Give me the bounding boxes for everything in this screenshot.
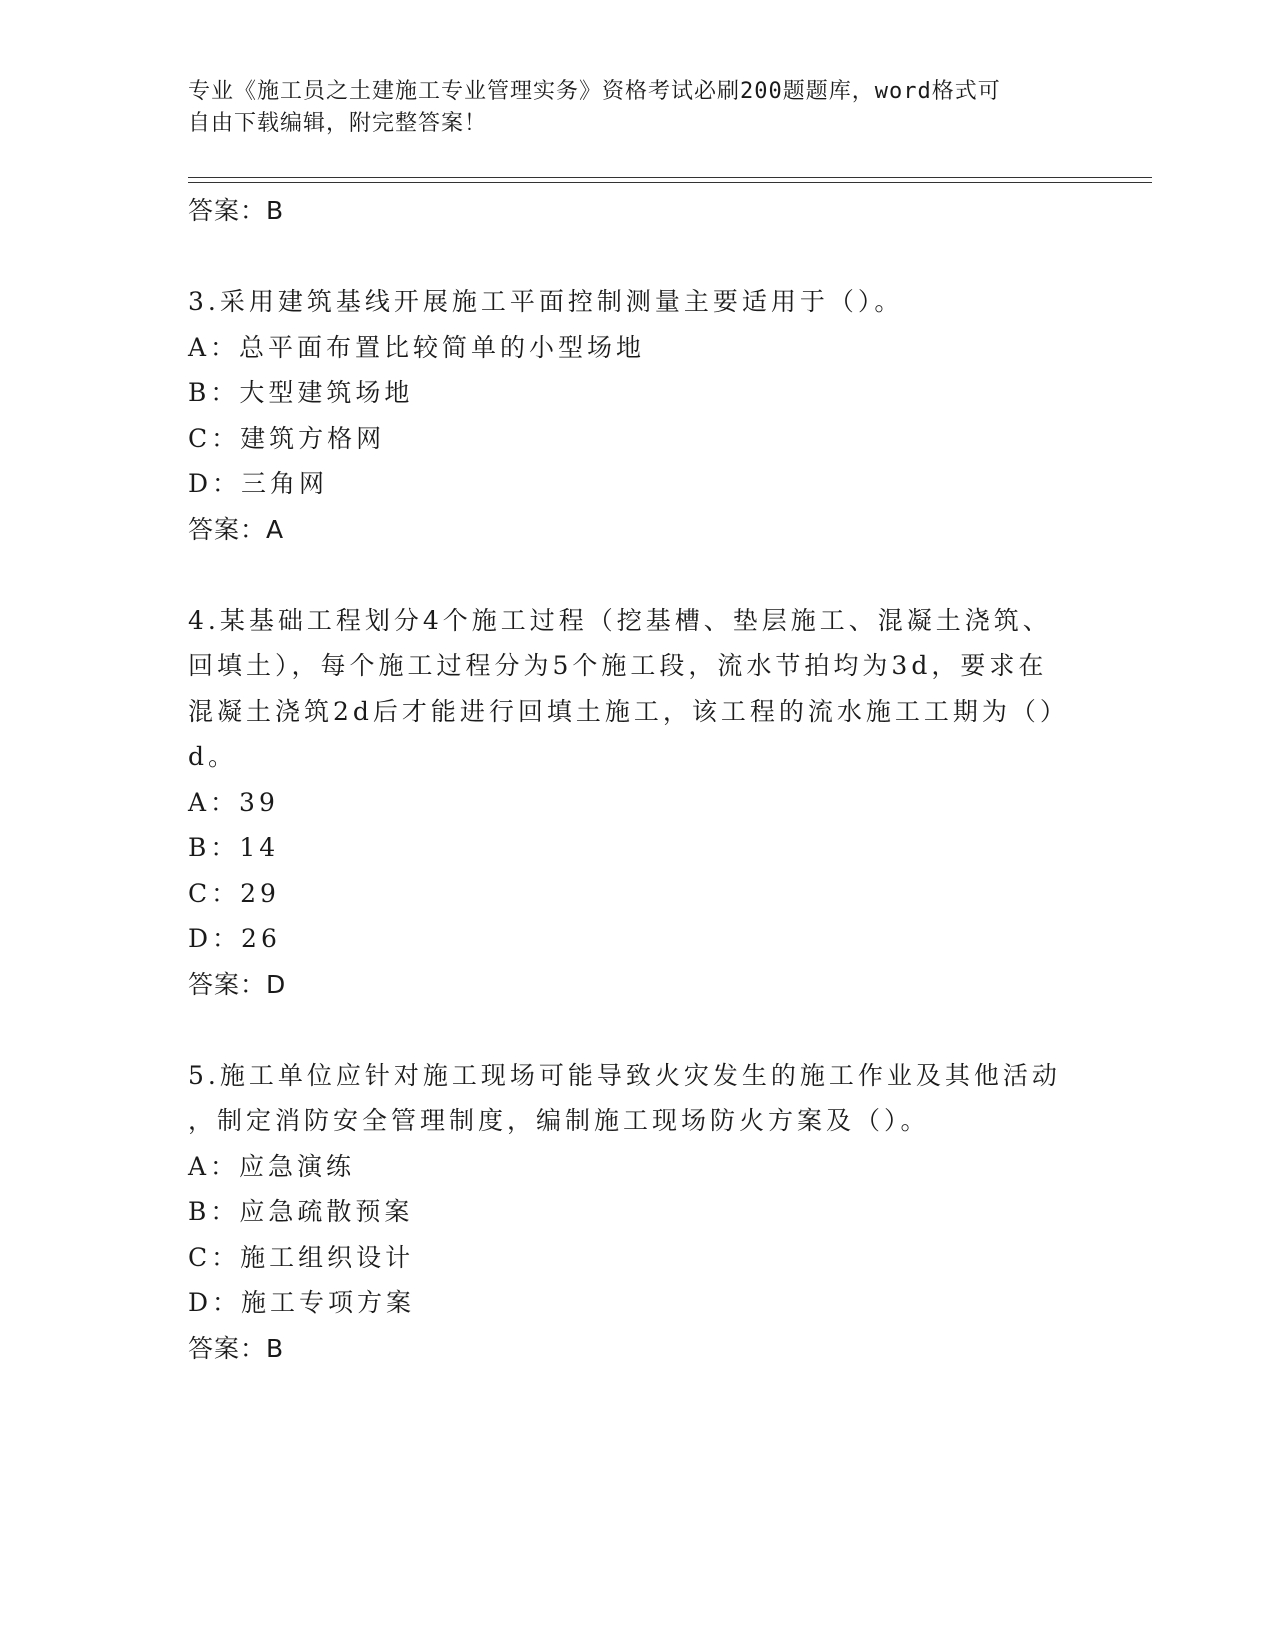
header-divider-top	[188, 177, 1152, 178]
spacer	[188, 1007, 1088, 1053]
question-text-line-1: 5.施工单位应针对施工现场可能导致火灾发生的施工作业及其他活动	[188, 1060, 1061, 1090]
option-b: B：14	[188, 833, 280, 862]
previous-answer: 答案：B	[188, 196, 285, 225]
header-line-1: 专业《施工员之土建施工专业管理实务》资格考试必刷200题题库，word格式可	[188, 79, 1001, 104]
option-a: A：总平面布置比较简单的小型场地	[188, 332, 646, 362]
spacer	[188, 552, 1088, 598]
question-text-line-2: ，制定消防安全管理制度，编制施工现场防火方案及（）。	[188, 1106, 930, 1135]
answer: 答案：D	[188, 969, 287, 999]
question-block-3	[188, 279, 1088, 552]
question-text-line-1: 4.某基础工程划分4个施工过程（挖基槽、垫层施工、混凝土浇筑、	[188, 605, 1052, 635]
question-text: 3.采用建筑基线开展施工平面控制测量主要适用于（）。	[188, 287, 904, 316]
document-body	[188, 188, 1088, 1371]
option-a: A：应急演练	[188, 1151, 356, 1181]
option-a: A：39	[188, 787, 279, 817]
option-c: C：29	[188, 878, 280, 908]
option-c: C：施工组织设计	[188, 1242, 415, 1272]
spacer	[188, 234, 1088, 280]
option-c: C：建筑方格网	[188, 423, 386, 453]
question-text-line-3: 混凝土浇筑2d后才能进行回填土施工，该工程的流水施工工期为（）	[188, 696, 1069, 726]
question-block-5	[188, 1053, 1088, 1372]
question-block-4	[188, 598, 1088, 1008]
header-line-2: 自由下载编辑，附完整答案！	[188, 111, 488, 136]
document-header	[188, 76, 1068, 140]
question-text-line-4: d。	[188, 742, 238, 771]
option-d: D：施工专项方案	[188, 1288, 416, 1317]
option-d: D：三角网	[188, 469, 329, 498]
option-d: D：26	[188, 924, 281, 953]
option-b: B：大型建筑场地	[188, 378, 414, 407]
answer: 答案：A	[188, 514, 285, 544]
header-divider-bottom	[188, 182, 1152, 183]
answer: 答案：B	[188, 1333, 285, 1363]
question-text-line-2: 回填土），每个施工过程分为5个施工段，流水节拍均为3d，要求在	[188, 651, 1048, 680]
option-b: B：应急疏散预案	[188, 1197, 414, 1226]
